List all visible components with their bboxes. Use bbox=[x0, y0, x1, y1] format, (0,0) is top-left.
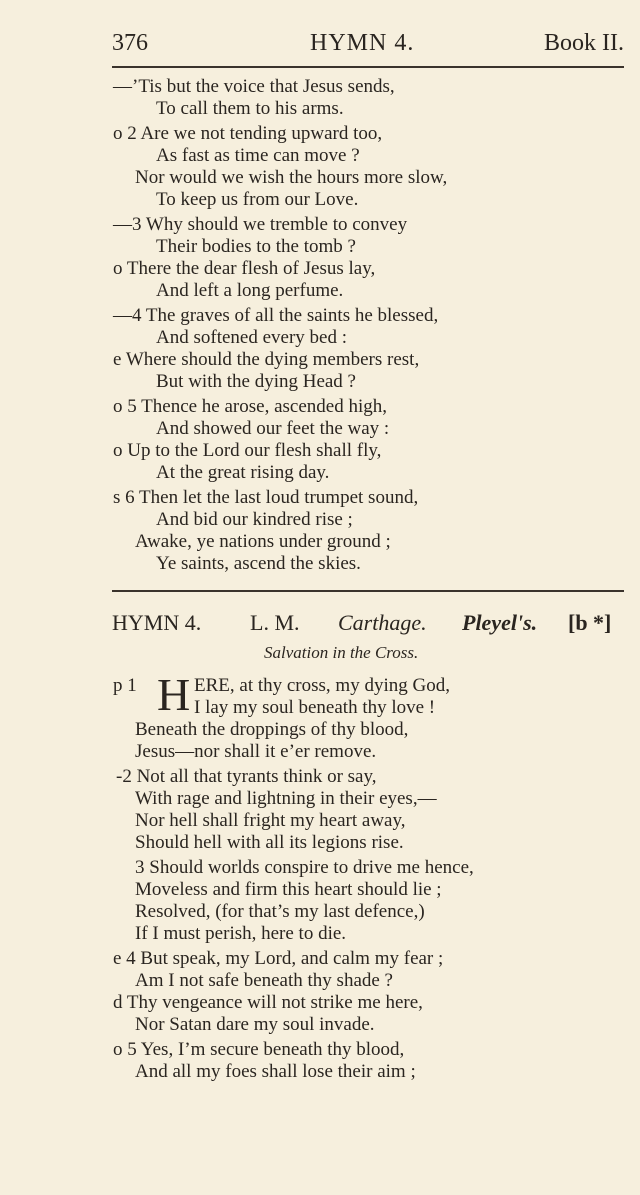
tune-name: Carthage. bbox=[338, 610, 427, 635]
verse-line: I lay my soul beneath thy love ! bbox=[194, 697, 436, 718]
verse-line: ERE, at thy cross, my dying God, bbox=[194, 675, 450, 696]
verse-line: o There the dear flesh of Jesus lay, bbox=[113, 258, 376, 279]
verse-line: Resolved, (for that’s my last defence,) bbox=[135, 901, 425, 922]
verse-line: To keep us from our Love. bbox=[156, 189, 359, 210]
verse-line: Ye saints, ascend the skies. bbox=[156, 553, 361, 574]
verse-line: —4 The graves of all the saints he blessed, bbox=[113, 305, 439, 326]
verse-line: Nor Satan dare my soul invade. bbox=[135, 1014, 375, 1035]
verse-line: e Where should the dying members rest, bbox=[113, 349, 420, 370]
book-label: Book II. bbox=[544, 30, 624, 56]
verse-line: As fast as time can move ? bbox=[156, 145, 360, 166]
verse-line: With rage and lightning in their eyes,— bbox=[135, 788, 437, 809]
verse-line: And all my foes shall lose their aim ; bbox=[135, 1061, 416, 1082]
verse-line: —3 Why should we tremble to convey bbox=[113, 214, 408, 235]
verse-line: And left a long perfume. bbox=[156, 280, 344, 301]
verse-line: But with the dying Head ? bbox=[156, 371, 356, 392]
verse-line: Moveless and firm this heart should lie ; bbox=[135, 879, 442, 900]
verse-line: e 4 But speak, my Lord, and calm my fear ; bbox=[113, 948, 444, 969]
key-mark: [b *] bbox=[568, 610, 612, 635]
composer-name: Pleyel's. bbox=[462, 610, 538, 635]
verse-line: Their bodies to the tomb ? bbox=[156, 236, 356, 257]
verse-line: Beneath the droppings of thy blood, bbox=[135, 719, 409, 740]
verse-line: o Up to the Lord our flesh shall fly, bbox=[113, 440, 382, 461]
verse-line: At the great rising day. bbox=[156, 462, 330, 483]
verse-line: Nor hell shall fright my heart away, bbox=[135, 810, 406, 831]
verse-line: And bid our kindred rise ; bbox=[156, 509, 353, 530]
verse-line: Should hell with all its legions rise. bbox=[135, 832, 404, 853]
running-title: HYMN 4. bbox=[310, 30, 415, 56]
verse-line: o 5 Thence he arose, ascended high, bbox=[113, 396, 387, 417]
verse-line: -2 Not all that tyrants think or say, bbox=[116, 766, 377, 787]
verse-line: Awake, ye nations under ground ; bbox=[135, 531, 391, 552]
verse-line: Jesus—nor shall it e’er remove. bbox=[135, 741, 377, 762]
verse-line: d Thy vengeance will not strike me here, bbox=[113, 992, 423, 1013]
verse-line: o 5 Yes, I’m secure beneath thy blood, bbox=[113, 1039, 405, 1060]
header-rule bbox=[112, 66, 624, 68]
verse-marker: p 1 bbox=[113, 675, 137, 696]
verse-line: And showed our feet the way : bbox=[156, 418, 390, 439]
hymn-number: HYMN 4. bbox=[112, 610, 202, 635]
verse-line: —’Tis but the voice that Jesus sends, bbox=[113, 76, 395, 97]
verse-line: Am I not safe beneath thy shade ? bbox=[135, 970, 393, 991]
section-rule bbox=[112, 590, 624, 592]
verse-line: And softened every bed : bbox=[156, 327, 347, 348]
verse-line: Nor would we wish the hours more slow, bbox=[135, 167, 448, 188]
drop-cap: H bbox=[157, 669, 191, 720]
hymn-meter: L. M. bbox=[250, 610, 300, 635]
page-number: 376 bbox=[112, 30, 148, 56]
verse-line: s 6 Then let the last loud trumpet sound, bbox=[113, 487, 419, 508]
page-header bbox=[112, 30, 624, 64]
verse-line: 3 Should worlds conspire to drive me hence, bbox=[135, 857, 474, 878]
verse-line: o 2 Are we not tending upward too, bbox=[113, 123, 383, 144]
verse-line: If I must perish, here to die. bbox=[135, 923, 347, 944]
hymn-subtitle: Salvation in the Cross. bbox=[264, 643, 419, 662]
verse-line: To call them to his arms. bbox=[156, 98, 344, 119]
hymn-heading bbox=[112, 610, 627, 640]
